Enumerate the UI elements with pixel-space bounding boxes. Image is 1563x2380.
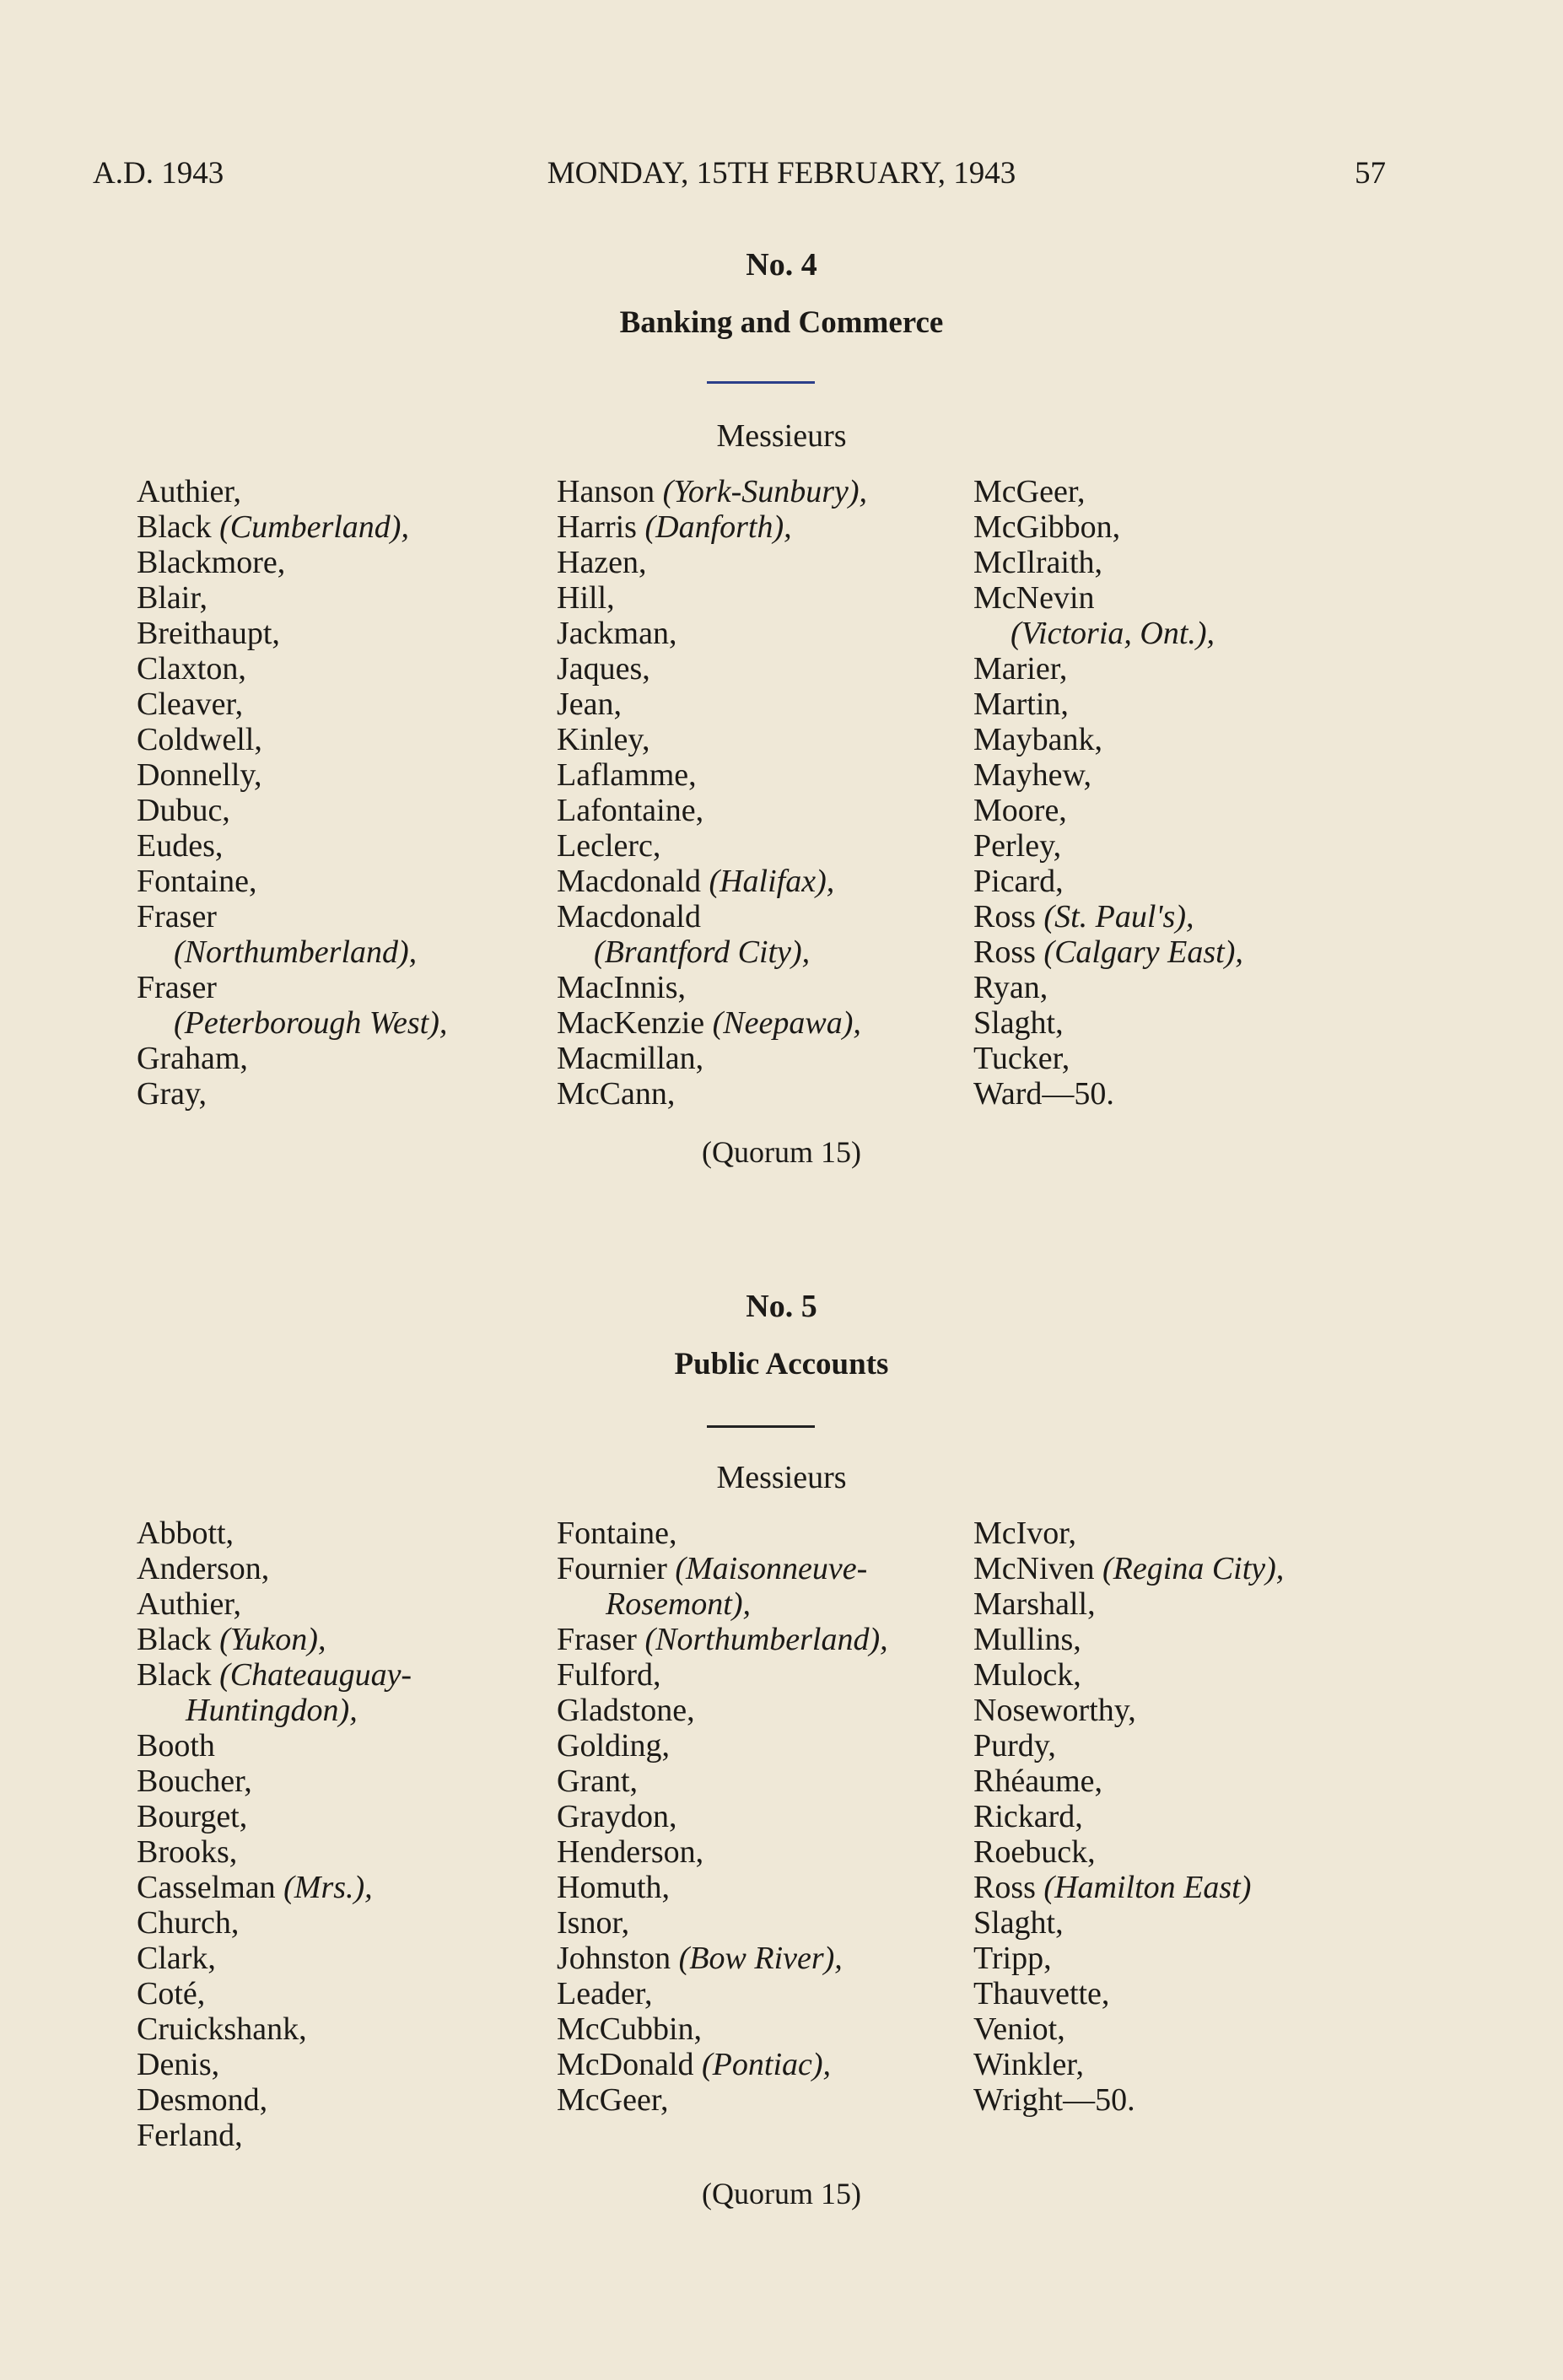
member-entry — [137, 616, 447, 651]
member-entry — [973, 828, 1243, 864]
member-name: Jaques, — [557, 651, 650, 687]
member-name: Tucker, — [973, 1041, 1070, 1076]
member-name: Ross — [973, 934, 1044, 970]
member-name: Anderson, — [137, 1551, 270, 1586]
header-year: A.D. 1943 — [93, 156, 224, 191]
member-constituency: (Yukon), — [219, 1622, 326, 1657]
member-column-3 — [973, 474, 1243, 1112]
member-name: Denis, — [137, 2047, 220, 2082]
member-entry — [973, 1870, 1284, 1905]
member-name: Breithaupt, — [137, 616, 280, 651]
member-constituency: (Peterborough West), — [174, 1005, 448, 1041]
messieurs-heading: Messieurs — [716, 418, 847, 454]
member-name: Slaght, — [973, 1005, 1064, 1041]
member-name: Cleaver, — [137, 687, 244, 722]
member-entry — [137, 1005, 447, 1041]
title-rule — [707, 1425, 815, 1428]
member-entry — [137, 1516, 412, 1551]
member-name: Boucher, — [137, 1763, 252, 1799]
member-name: Grant, — [557, 1763, 639, 1799]
committee-number: No. 5 — [746, 1289, 817, 1324]
member-entry — [973, 1976, 1284, 2011]
member-name: Johnston — [557, 1941, 679, 1976]
member-constituency: (Victoria, Ont.), — [1011, 616, 1215, 651]
member-name: McGibbon, — [973, 509, 1121, 545]
member-entry — [137, 2082, 412, 2118]
member-name: Black — [137, 509, 220, 545]
member-entry — [973, 687, 1243, 722]
member-name: Veniot, — [973, 2011, 1065, 2047]
member-entry — [557, 1693, 888, 1728]
committee-title: Public Accounts — [674, 1347, 889, 1381]
member-name: Claxton, — [137, 651, 246, 687]
member-name: Desmond, — [137, 2082, 268, 2118]
member-name: Abbott, — [137, 1516, 234, 1551]
member-entry — [973, 580, 1243, 616]
member-name: McDonald — [557, 2047, 703, 2082]
member-entry — [557, 1622, 888, 1657]
committee-title: Banking and Commerce — [619, 305, 944, 340]
member-constituency: (Chateauguay- — [219, 1657, 412, 1693]
quorum-note: (Quorum 15) — [702, 1135, 861, 1169]
member-entry — [973, 757, 1243, 793]
member-entry — [557, 864, 867, 899]
member-name: Fraser — [137, 899, 217, 934]
member-entry — [557, 1005, 867, 1041]
member-entry — [557, 2082, 888, 2118]
member-name: Hazen, — [557, 545, 647, 580]
member-entry — [137, 687, 447, 722]
member-entry — [557, 1516, 888, 1551]
member-name: Macdonald — [557, 899, 701, 934]
member-entry — [557, 1076, 867, 1112]
member-name: Henderson, — [557, 1834, 704, 1870]
member-constituency: (Pontiac), — [702, 2047, 832, 2082]
member-constituency: (Maisonneuve- — [675, 1551, 868, 1586]
member-name: Ryan, — [973, 970, 1048, 1005]
member-constituency: (York-Sunbury), — [662, 474, 868, 509]
member-entry — [973, 1076, 1243, 1112]
member-constituency: (St. Paul's), — [1043, 899, 1194, 934]
member-name: Fulford, — [557, 1657, 661, 1693]
member-entry — [973, 1799, 1284, 1834]
member-name: Hill, — [557, 580, 615, 616]
member-name: McGeer, — [973, 474, 1086, 509]
member-entry — [973, 899, 1243, 934]
member-entry — [137, 899, 447, 934]
member-name: Laflamme, — [557, 757, 697, 793]
member-name: Rhéaume, — [973, 1763, 1103, 1799]
member-name: Cruickshank, — [137, 2011, 307, 2047]
member-entry — [137, 1870, 412, 1905]
member-entry — [137, 722, 447, 757]
member-entry — [137, 757, 447, 793]
member-constituency: Huntingdon), — [186, 1693, 358, 1728]
member-name: Tripp, — [973, 1941, 1052, 1976]
member-entry — [137, 1976, 412, 2011]
member-entry — [137, 1657, 412, 1693]
member-name: Lafontaine, — [557, 793, 704, 828]
member-name: Winkler, — [973, 2047, 1084, 2082]
member-entry — [973, 1005, 1243, 1041]
member-entry — [973, 864, 1243, 899]
member-name: Black — [137, 1622, 220, 1657]
member-entry — [973, 722, 1243, 757]
member-constituency: (Bow River), — [678, 1941, 843, 1976]
member-entry — [557, 1657, 888, 1693]
member-name: McCann, — [557, 1076, 676, 1112]
member-entry — [557, 616, 867, 651]
member-name: McNiven — [973, 1551, 1103, 1586]
member-entry — [973, 2011, 1284, 2047]
member-entry — [557, 1763, 888, 1799]
member-name: Macmillan, — [557, 1041, 704, 1076]
member-name: MacKenzie — [557, 1005, 713, 1041]
member-name: McIvor, — [973, 1516, 1076, 1551]
member-name: Harris — [557, 509, 645, 545]
member-name: Martin, — [973, 687, 1069, 722]
member-name: Purdy, — [973, 1728, 1056, 1763]
member-name: Fraser — [557, 1622, 645, 1657]
member-name: Moore, — [973, 793, 1067, 828]
member-entry — [973, 2082, 1284, 2118]
member-entry — [557, 1834, 888, 1870]
member-entry — [557, 2047, 888, 2082]
member-name: Thauvette, — [973, 1976, 1110, 2011]
member-name: Graham, — [137, 1041, 248, 1076]
member-name: Blackmore, — [137, 545, 286, 580]
member-name: Graydon, — [557, 1799, 677, 1834]
member-column-1 — [137, 474, 447, 1112]
member-name: Wright—50. — [973, 2082, 1135, 2118]
member-constituency: (Regina City), — [1102, 1551, 1285, 1586]
member-entry — [557, 687, 867, 722]
member-constituency: (Cumberland), — [219, 509, 409, 545]
member-name: Marshall, — [973, 1586, 1096, 1622]
member-name: Perley, — [973, 828, 1062, 864]
member-entry — [137, 1586, 412, 1622]
member-constituency: Rosemont), — [606, 1586, 752, 1622]
member-name: McIlraith, — [973, 545, 1103, 580]
member-entry — [973, 1622, 1284, 1657]
member-name: Ross — [973, 1870, 1044, 1905]
member-name: Ross — [973, 899, 1044, 934]
member-entry — [557, 828, 867, 864]
member-entry — [137, 934, 447, 970]
member-entry — [973, 545, 1243, 580]
member-name: Coté, — [137, 1976, 206, 2011]
member-entry — [137, 828, 447, 864]
member-entry — [973, 1041, 1243, 1076]
member-entry — [137, 793, 447, 828]
member-entry — [137, 474, 447, 509]
member-name: Authier, — [137, 474, 242, 509]
member-name: McGeer, — [557, 2082, 669, 2118]
member-name: Kinley, — [557, 722, 650, 757]
member-name: Rickard, — [973, 1799, 1083, 1834]
member-entry — [137, 1799, 412, 1834]
member-name: Picard, — [973, 864, 1064, 899]
member-entry — [557, 722, 867, 757]
member-entry — [973, 1657, 1284, 1693]
member-constituency: (Danforth), — [644, 509, 792, 545]
member-name: Slaght, — [973, 1905, 1064, 1941]
member-entry — [557, 1728, 888, 1763]
member-entry — [137, 1941, 412, 1976]
member-entry — [137, 1763, 412, 1799]
member-name: Eudes, — [137, 828, 224, 864]
member-entry — [973, 1728, 1284, 1763]
member-entry — [557, 651, 867, 687]
quorum-note: (Quorum 15) — [702, 2177, 861, 2210]
member-constituency: (Northumberland), — [644, 1622, 888, 1657]
member-entry — [137, 1041, 447, 1076]
member-constituency: (Hamilton East) — [1043, 1870, 1252, 1905]
member-name: Marier, — [973, 651, 1068, 687]
member-entry — [137, 509, 447, 545]
member-name: Fournier — [557, 1551, 676, 1586]
member-entry — [137, 1834, 412, 1870]
member-entry — [557, 1976, 888, 2011]
member-name: Church, — [137, 1905, 240, 1941]
member-name: Brooks, — [137, 1834, 238, 1870]
member-name: Golding, — [557, 1728, 671, 1763]
member-entry — [557, 1941, 888, 1976]
header-date: MONDAY, 15TH FEBRUARY, 1943 — [547, 156, 1016, 191]
member-entry — [137, 1076, 447, 1112]
member-entry — [973, 616, 1243, 651]
member-name: Noseworthy, — [973, 1693, 1136, 1728]
member-entry — [557, 509, 867, 545]
member-name: Clark, — [137, 1941, 216, 1976]
member-column-2 — [557, 1516, 888, 2118]
member-constituency: (Neepawa), — [712, 1005, 861, 1041]
member-entry — [557, 1799, 888, 1834]
member-entry — [973, 651, 1243, 687]
member-column-2 — [557, 474, 867, 1112]
member-entry — [973, 2047, 1284, 2082]
title-rule — [707, 381, 815, 384]
member-constituency: (Mrs.), — [283, 1870, 373, 1905]
member-name: Jackman, — [557, 616, 677, 651]
member-entry — [973, 1905, 1284, 1941]
member-name: Ferland, — [137, 2118, 243, 2153]
member-entry — [973, 1693, 1284, 1728]
member-entry — [137, 1728, 412, 1763]
member-name: Black — [137, 1657, 220, 1693]
committee-number: No. 4 — [746, 247, 817, 283]
member-name: Gladstone, — [557, 1693, 695, 1728]
member-name: Mulock, — [973, 1657, 1081, 1693]
member-name: Leader, — [557, 1976, 653, 2011]
member-name: Authier, — [137, 1586, 242, 1622]
member-name: MacInnis, — [557, 970, 687, 1005]
member-entry — [137, 580, 447, 616]
member-name: Coldwell, — [137, 722, 262, 757]
member-name: Ward—50. — [973, 1076, 1114, 1112]
member-entry — [557, 2011, 888, 2047]
member-entry — [557, 580, 867, 616]
member-name: McCubbin, — [557, 2011, 703, 2047]
member-entry — [137, 2047, 412, 2082]
member-entry — [973, 1834, 1284, 1870]
member-entry — [137, 2118, 412, 2153]
member-name: Isnor, — [557, 1905, 630, 1941]
member-name: Bourget, — [137, 1799, 248, 1834]
member-entry — [557, 793, 867, 828]
member-entry — [557, 1870, 888, 1905]
member-constituency: (Calgary East), — [1043, 934, 1243, 970]
member-entry — [137, 1905, 412, 1941]
member-name: Casselman — [137, 1870, 284, 1905]
member-entry — [137, 1693, 412, 1728]
member-entry — [137, 651, 447, 687]
member-entry — [973, 970, 1243, 1005]
member-entry — [137, 1551, 412, 1586]
member-entry — [973, 1516, 1284, 1551]
member-entry — [557, 899, 867, 934]
member-entry — [973, 1763, 1284, 1799]
member-name: Donnelly, — [137, 757, 262, 793]
member-name: Blair, — [137, 580, 208, 616]
member-entry — [557, 1551, 888, 1586]
member-entry — [557, 545, 867, 580]
member-name: Gray, — [137, 1076, 207, 1112]
member-entry — [973, 1941, 1284, 1976]
member-constituency: (Northumberland), — [174, 934, 418, 970]
member-name: McNevin — [973, 580, 1095, 616]
member-entry — [557, 474, 867, 509]
member-name: Jean, — [557, 687, 623, 722]
member-name: Hanson — [557, 474, 663, 509]
member-name: Mullins, — [973, 1622, 1081, 1657]
member-constituency: (Halifax), — [709, 864, 835, 899]
member-name: Maybank, — [973, 722, 1103, 757]
member-name: Macdonald — [557, 864, 709, 899]
member-entry — [557, 934, 867, 970]
member-entry — [137, 864, 447, 899]
page-number: 57 — [1355, 156, 1386, 191]
member-entry — [973, 474, 1243, 509]
member-name: Fontaine, — [557, 1516, 677, 1551]
member-entry — [557, 970, 867, 1005]
member-entry — [137, 970, 447, 1005]
member-entry — [973, 934, 1243, 970]
member-entry — [973, 509, 1243, 545]
member-name: Roebuck, — [973, 1834, 1096, 1870]
member-entry — [973, 1586, 1284, 1622]
member-entry — [137, 1622, 412, 1657]
member-entry — [137, 545, 447, 580]
member-entry — [557, 757, 867, 793]
member-name: Dubuc, — [137, 793, 230, 828]
member-entry — [557, 1041, 867, 1076]
member-entry — [557, 1586, 888, 1622]
member-entry — [973, 1551, 1284, 1586]
member-column-3 — [973, 1516, 1284, 2118]
member-name: Mayhew, — [973, 757, 1091, 793]
member-name: Leclerc, — [557, 828, 661, 864]
member-column-1 — [137, 1516, 412, 2153]
member-name: Booth — [137, 1728, 215, 1763]
member-constituency: (Brantford City), — [594, 934, 811, 970]
member-entry — [137, 2011, 412, 2047]
running-header — [0, 155, 1563, 197]
member-entry — [557, 1905, 888, 1941]
messieurs-heading: Messieurs — [716, 1460, 847, 1495]
member-entry — [973, 793, 1243, 828]
member-name: Fontaine, — [137, 864, 257, 899]
member-name: Homuth, — [557, 1870, 671, 1905]
member-name: Fraser — [137, 970, 217, 1005]
